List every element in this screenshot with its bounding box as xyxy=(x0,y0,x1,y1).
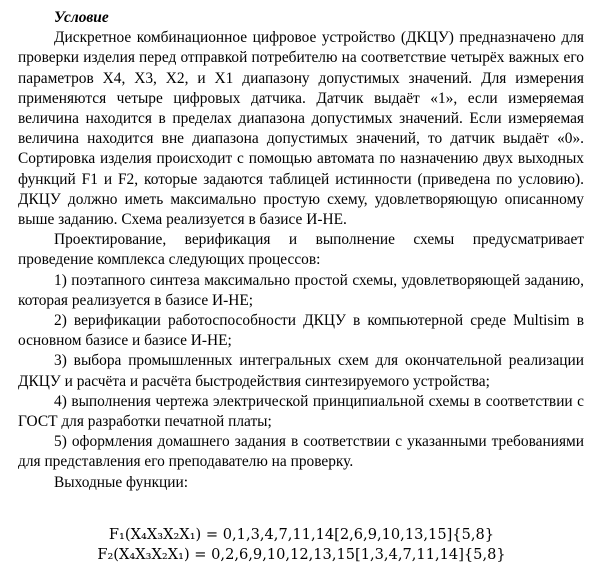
section-heading: Условие xyxy=(54,9,109,26)
formula-f1: F₁(X₄X₃X₂X₁) = 0,1,3,4,7,11,14[2,6,9,10,13,15]{5,8} xyxy=(108,526,495,543)
paragraph-processes-intro: Проектирование, верификация и выполнение схемы предусматривает проведение комплекса следующих процессов: xyxy=(18,231,584,269)
formulas-block xyxy=(0,525,603,565)
list-item-verification: 2) верификации работоспособности ДКЦУ в компьютерной среде Multisim в основном базисе и базисе И-НЕ; xyxy=(18,312,584,350)
list-item-report: 5) оформления домашнего задания в соответствии с указанными требованиями для представления его преподавателю на проверку. xyxy=(18,433,584,471)
output-functions-label: Выходные функции: xyxy=(54,473,189,491)
document-body xyxy=(18,8,584,493)
list-item-drawing: 4) выполнения чертежа электрической принципиальной схемы в соответствии с ГОСТ для разработки печатной платы; xyxy=(18,392,584,431)
list-item-ic-selection: 3) выбора промышленных интегральных схем для окончательной реализации ДКЦУ и расчёта и расчёта быстродействия синтезируемого устройства; xyxy=(18,352,584,390)
list-item-synthesis: 1) поэтапного синтеза максимально простой схемы, удовлетворяющей заданию, которая реализуется в базисе И-НЕ; xyxy=(18,271,584,309)
paragraph-description: Дискретное комбинационное цифровое устройство (ДКЦУ) предназначено для проверки изделия перед отправкой потребителю на соответствие четырёх важных его параметров X4, X3, X2, и X1 диапазону допустимых значений. Для измерения применяются четыре цифровых датчика. Датчик выдаёт «1», если измеряемая величина находится в пределах диапазона допустимых значений. Если измеряемая величина находится вне диапазона допустимых значений, то датчик выдаёт «0». Сортировка изделия происходит с помощью автомата по назначению двух выходных функций F1 и F2, которые задаются таблицей истинности (приведена по условию). ДКЦУ должно иметь максимально простую схему, удовлетворяющую описанному выше заданию. Схема реализуется в базисе И-НЕ. xyxy=(18,29,584,229)
formula-f2: F₂(X₄X₃X₂X₁) = 0,2,6,9,10,12,13,15[1,3,4,7,11,14]{5,8} xyxy=(97,546,506,563)
